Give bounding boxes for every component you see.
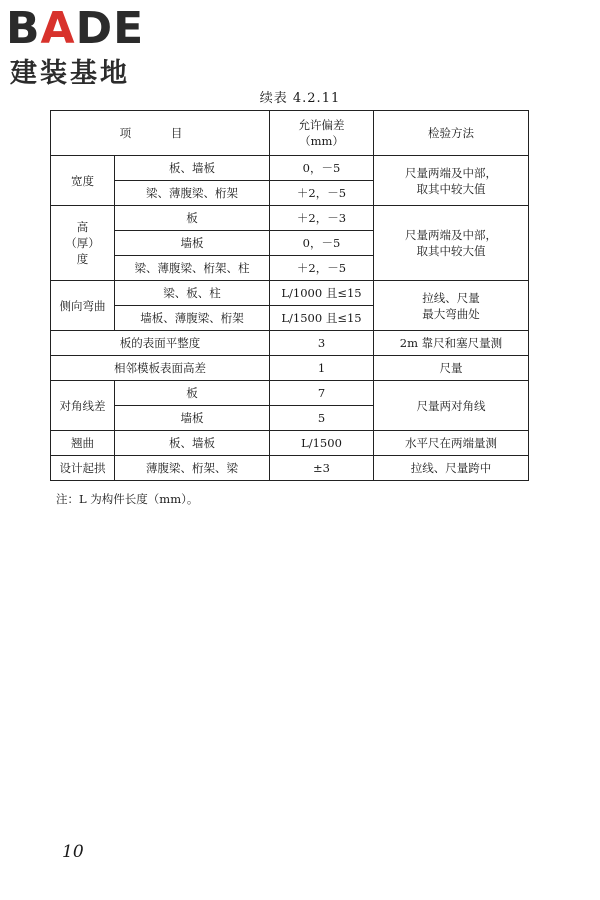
method-cell: 拉线、尺量 最大弯曲处 bbox=[374, 281, 529, 331]
sub-item: 墙板 bbox=[115, 231, 270, 256]
method-cell: 尺量两端及中部， 取其中较大值 bbox=[374, 156, 529, 206]
sub-item: 梁、薄腹梁、桁架 bbox=[115, 181, 270, 206]
logo-chinese-text: 建装基地 bbox=[10, 58, 130, 89]
table-row bbox=[51, 281, 529, 306]
sub-item: 板、墙板 bbox=[115, 431, 270, 456]
table-row bbox=[51, 206, 529, 231]
method-cell: 尺量两对角线 bbox=[374, 381, 529, 431]
row-label-width: 宽度 bbox=[51, 156, 115, 206]
sub-item: 板 bbox=[115, 381, 270, 406]
sub-item: 墙板 bbox=[115, 406, 270, 431]
table-row bbox=[51, 431, 529, 456]
page-number: 10 bbox=[62, 842, 84, 862]
tolerance-value: 5 bbox=[270, 406, 374, 431]
tolerance-value: ＋2，－5 bbox=[270, 181, 374, 206]
row-label-adjacent: 相邻模板表面高差 bbox=[51, 356, 270, 381]
tolerance-value: L/1000 且≤15 bbox=[270, 281, 374, 306]
tolerance-value: ＋2，－3 bbox=[270, 206, 374, 231]
tolerance-value: L/1500 且≤15 bbox=[270, 306, 374, 331]
header-item: 项 目 bbox=[51, 111, 270, 156]
tolerance-value: L/1500 bbox=[270, 431, 374, 456]
table-row bbox=[51, 356, 529, 381]
row-label-warp: 翘曲 bbox=[51, 431, 115, 456]
table-row bbox=[51, 156, 529, 181]
table-row bbox=[51, 331, 529, 356]
sub-item: 板 bbox=[115, 206, 270, 231]
table-header-row bbox=[51, 111, 529, 156]
row-label-lateral-bending: 侧向弯曲 bbox=[51, 281, 115, 331]
sub-item: 墙板、薄腹梁、桁架 bbox=[115, 306, 270, 331]
tolerance-value: ±3 bbox=[270, 456, 374, 481]
method-cell: 水平尺在两端量测 bbox=[374, 431, 529, 456]
table-note: 注：L 为构件长度（mm）。 bbox=[56, 492, 199, 506]
row-label-diagonal: 对角线差 bbox=[51, 381, 115, 431]
row-label-camber: 设计起拱 bbox=[51, 456, 115, 481]
header-method: 检验方法 bbox=[374, 111, 529, 156]
row-label-flatness: 板的表面平整度 bbox=[51, 331, 270, 356]
tolerance-value: 0，－5 bbox=[270, 231, 374, 256]
tolerance-value: 1 bbox=[270, 356, 374, 381]
method-cell: 尺量 bbox=[374, 356, 529, 381]
table-title: 续表 4.2.11 bbox=[259, 91, 341, 106]
method-cell: 尺量两端及中部， 取其中较大值 bbox=[374, 206, 529, 281]
tolerance-value: 0，－5 bbox=[270, 156, 374, 181]
sub-item: 梁、薄腹梁、桁架、柱 bbox=[115, 256, 270, 281]
table-row bbox=[51, 381, 529, 406]
logo bbox=[6, 4, 206, 92]
method-cell: 2m 靠尺和塞尺量测 bbox=[374, 331, 529, 356]
method-cell: 拉线、尺量跨中 bbox=[374, 456, 529, 481]
tolerance-value: ＋2，－5 bbox=[270, 256, 374, 281]
table-row bbox=[51, 456, 529, 481]
sub-item: 薄腹梁、桁架、梁 bbox=[115, 456, 270, 481]
sub-item: 板、墙板 bbox=[115, 156, 270, 181]
tolerance-value: 3 bbox=[270, 331, 374, 356]
sub-item: 梁、板、柱 bbox=[115, 281, 270, 306]
tolerance-value: 7 bbox=[270, 381, 374, 406]
row-label-height: 高 （厚） 度 bbox=[51, 206, 115, 281]
logo-wordmark: BADE bbox=[6, 3, 145, 54]
header-tolerance: 允许偏差 （mm） bbox=[270, 111, 374, 156]
tolerance-table bbox=[50, 110, 529, 481]
